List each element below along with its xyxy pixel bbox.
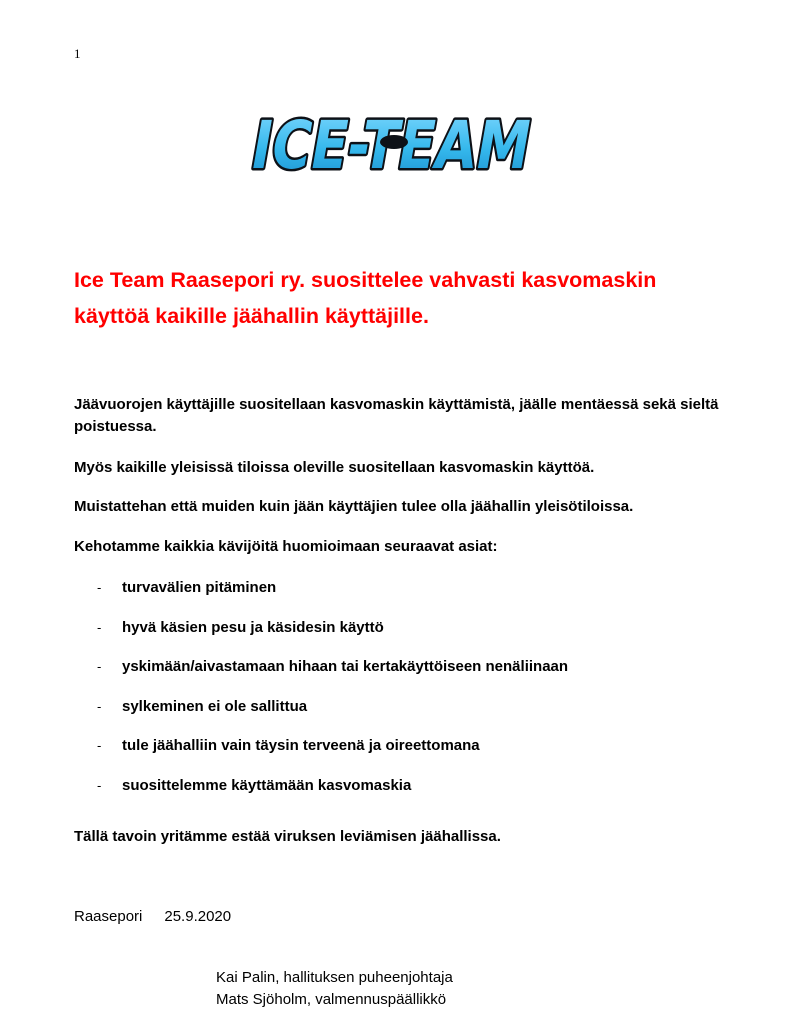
page-number: 1: [74, 46, 81, 61]
list-item: [74, 735, 714, 775]
logo-wordmark: ICE-TEAM: [245, 106, 602, 184]
list-item-text: suosittelemme käyttämään kasvomaskia: [122, 776, 412, 794]
list-item-text: yskimään/aivastamaan hihaan tai kertakäyttöiseen nenäliinaan: [122, 658, 569, 676]
signature-chairman: Kai Palin, hallituksen puheenjohtaja: [216, 969, 453, 986]
list-item: [74, 775, 714, 815]
bullet-marker: -: [97, 698, 102, 714]
headline: Ice Team Raasepori ry. suosittelee vahvasti kasvomaskin käyttöä kaikille jäähallin käyttäjille.: [74, 268, 657, 328]
list-item: [74, 577, 714, 617]
paragraph-public-areas: Myös kaikille yleisissä tiloissa oleville suositellaan kasvomaskin käyttöä.: [74, 459, 595, 476]
list-item-text: turvavälien pitäminen: [122, 579, 277, 596]
place: Raasepori: [74, 908, 143, 925]
list-item: [74, 617, 714, 657]
bullet-marker: -: [97, 619, 102, 635]
list-item-text: hyvä käsien pesu ja käsidesin käyttö: [122, 618, 384, 636]
paragraph-guidelines-intro: Kehotamme kaikkia kävijöitä huomioimaan seuraavat asiat:: [74, 538, 498, 555]
list-item: [74, 696, 714, 736]
bullet-marker: -: [97, 738, 102, 754]
closing-statement: Tällä tavoin yritämme estää viruksen leviämisen jäähallissa.: [74, 828, 501, 845]
bullet-marker: -: [97, 580, 102, 595]
signatures: [216, 967, 453, 1011]
place-and-date: [74, 906, 231, 928]
bullet-marker: -: [97, 777, 102, 793]
date: 25.9.2020: [164, 908, 232, 925]
signature-coaching-manager: Mats Sjöholm, valmennuspäällikkö: [216, 991, 447, 1008]
guidelines-list: [74, 577, 714, 815]
list-item: [74, 656, 714, 696]
list-item-text: tule jäähalliin vain täysin terveenä ja oireettomana: [122, 737, 480, 755]
ice-team-logo: [244, 102, 602, 186]
list-item-text: sylkeminen ei ole sallittua: [122, 697, 308, 715]
paragraph-masks-on-ice: Jäävuorojen käyttäjille suositellaan kasvomaskin käyttämistä, jäälle mentäessä sekä sieltä poistuessa.: [74, 396, 719, 435]
paragraph-spectator-areas: Muistattehan että muiden kuin jään käyttäjien tulee olla jäähallin yleisötiloissa.: [74, 498, 634, 515]
bullet-marker: -: [97, 659, 102, 675]
hockey-puck-icon: [380, 135, 408, 149]
